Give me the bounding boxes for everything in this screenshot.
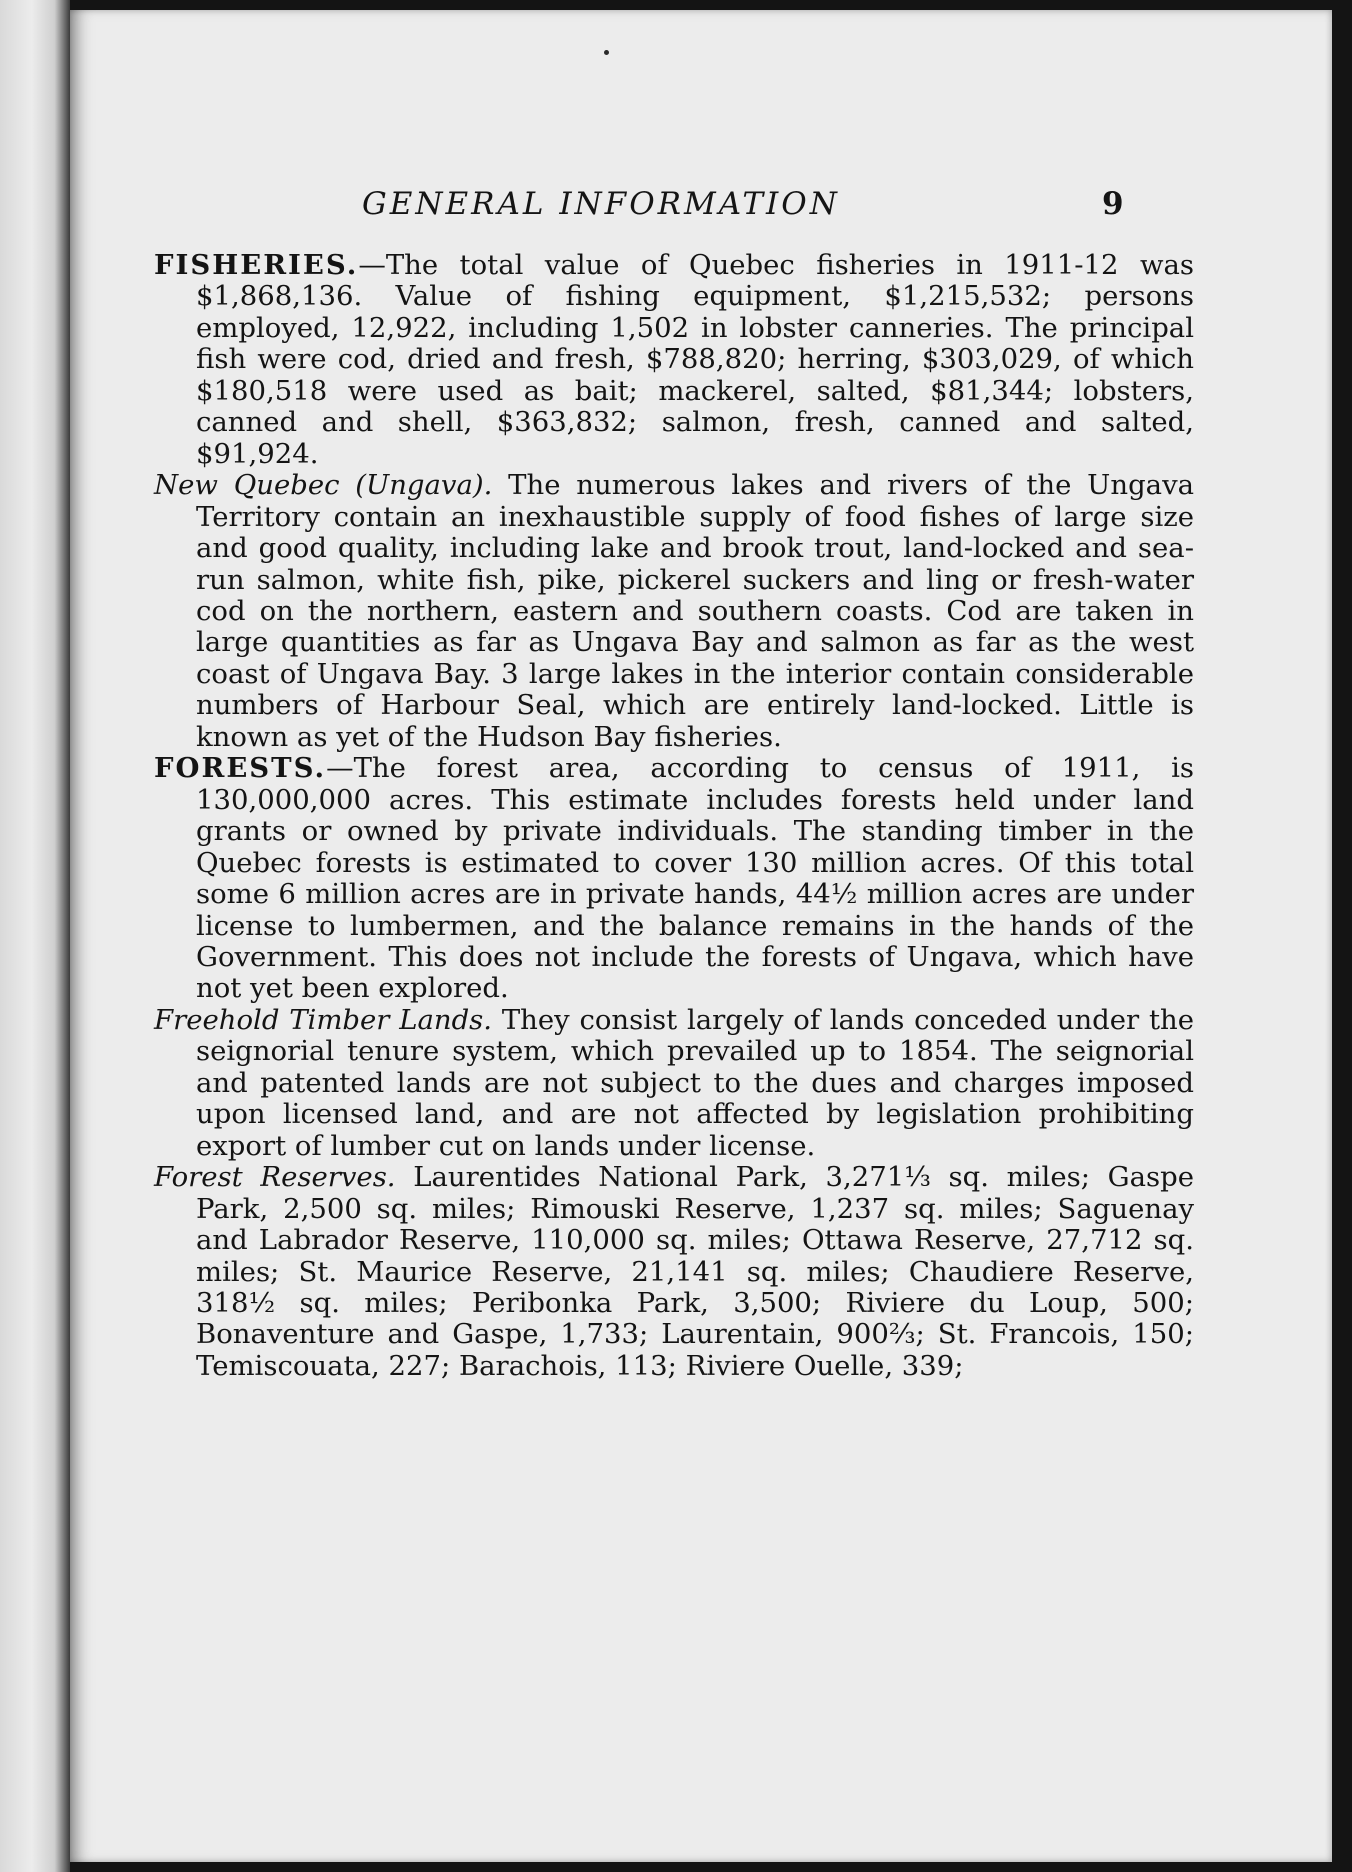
section-text: Laurentides National Park, 3,271⅓ sq. miles; Gaspe Park, 2,500 sq. miles; Rimouski Reserve, 1,237 sq. miles; Saguenay and Labrador Reserve, 110,000 sq. miles; Ottawa Reserve, 27,712 sq. miles; St. Maurice Reserve, 21,141 sq. miles; Chaudiere Reserve, 318½ sq. miles; Peribonka Park, 3,500; Riviere du Loup, 500; Bonaventure and Gaspe, 1,733; Laurentain, 900⅔; St. Francois, 150; Temiscouata, 227; Barachois, 113; Riviere Ouelle, 339; [196,1161,1195,1382]
section-new-quebec [154,470,1194,753]
section-heading: FISHERIES. [154,249,359,281]
page-body [154,250,1194,1382]
page-header [70,186,1332,230]
section-text: —The total value of Quebec fisheries in 1911-12 was $1,868,136. Value of fishing equipment, $1,215,532; persons employed, 12,922, including 1,502 in lobster canneries. The principal fish were cod, dried and fresh, $788,820; herring, $303,029, of which $180,518 were used as bait; mackerel, salted, $81,344; lobsters, canned and shell, $363,832; salmon, fresh, canned and salted, $91,924. [196,249,1194,470]
section-forests [154,753,1194,1005]
section-fisheries [154,250,1194,470]
section-heading: FORESTS. [154,752,327,785]
section-heading: New Quebec (Ungava). [154,469,493,502]
section-text: The numerous lakes and rivers of the Ungava Territory contain an inexhaustible supply of food fishes of large size and good quality, including lake and brook trout, land-locked and sea-run salmon, white fish, pike, pickerel suckers and ling or fresh-water cod on the northern, eastern and southern coasts. Cod are taken in large quantities as far as Ungava Bay and salmon as far as the west coast of Ungava Bay. 3 large lakes in the interior contain considerable numbers of Harbour Seal, which are entirely land-locked. Little is known as yet of the Hudson Bay fisheries. [196,469,1194,753]
section-heading: Freehold Timber Lands. [154,1003,493,1036]
page-speck [604,50,609,55]
page-number: 9 [1102,186,1124,222]
section-freehold-timber-lands [154,1005,1194,1162]
section-text: —The forest area, according to census of 1911, is 130,000,000 acres. This estimate includes forests held under land grants or owned by private individuals. The standing timber in the Quebec forests is estimated to cover 130 million acres. Of this total some 6 million acres are in private hands, 44½ million acres are under license to lumbermen, and the balance remains in the hands of the Government. This does not include the forests of Ungava, which have not yet been explored. [196,752,1194,1005]
section-heading: Forest Reserves. [154,1161,396,1194]
section-text: They consist largely of lands conceded under the seignorial tenure system, which prevailed up to 1854. The seignorial and patented lands are not subject to the dues and charges imposed upon licensed land, and are not affected by legislation prohibiting export of lumber cut on lands under license. [196,1003,1194,1162]
running-title: GENERAL INFORMATION [362,186,840,222]
book-page [70,10,1332,1862]
facing-page-edge [0,0,70,1872]
section-forest-reserves [154,1162,1194,1382]
